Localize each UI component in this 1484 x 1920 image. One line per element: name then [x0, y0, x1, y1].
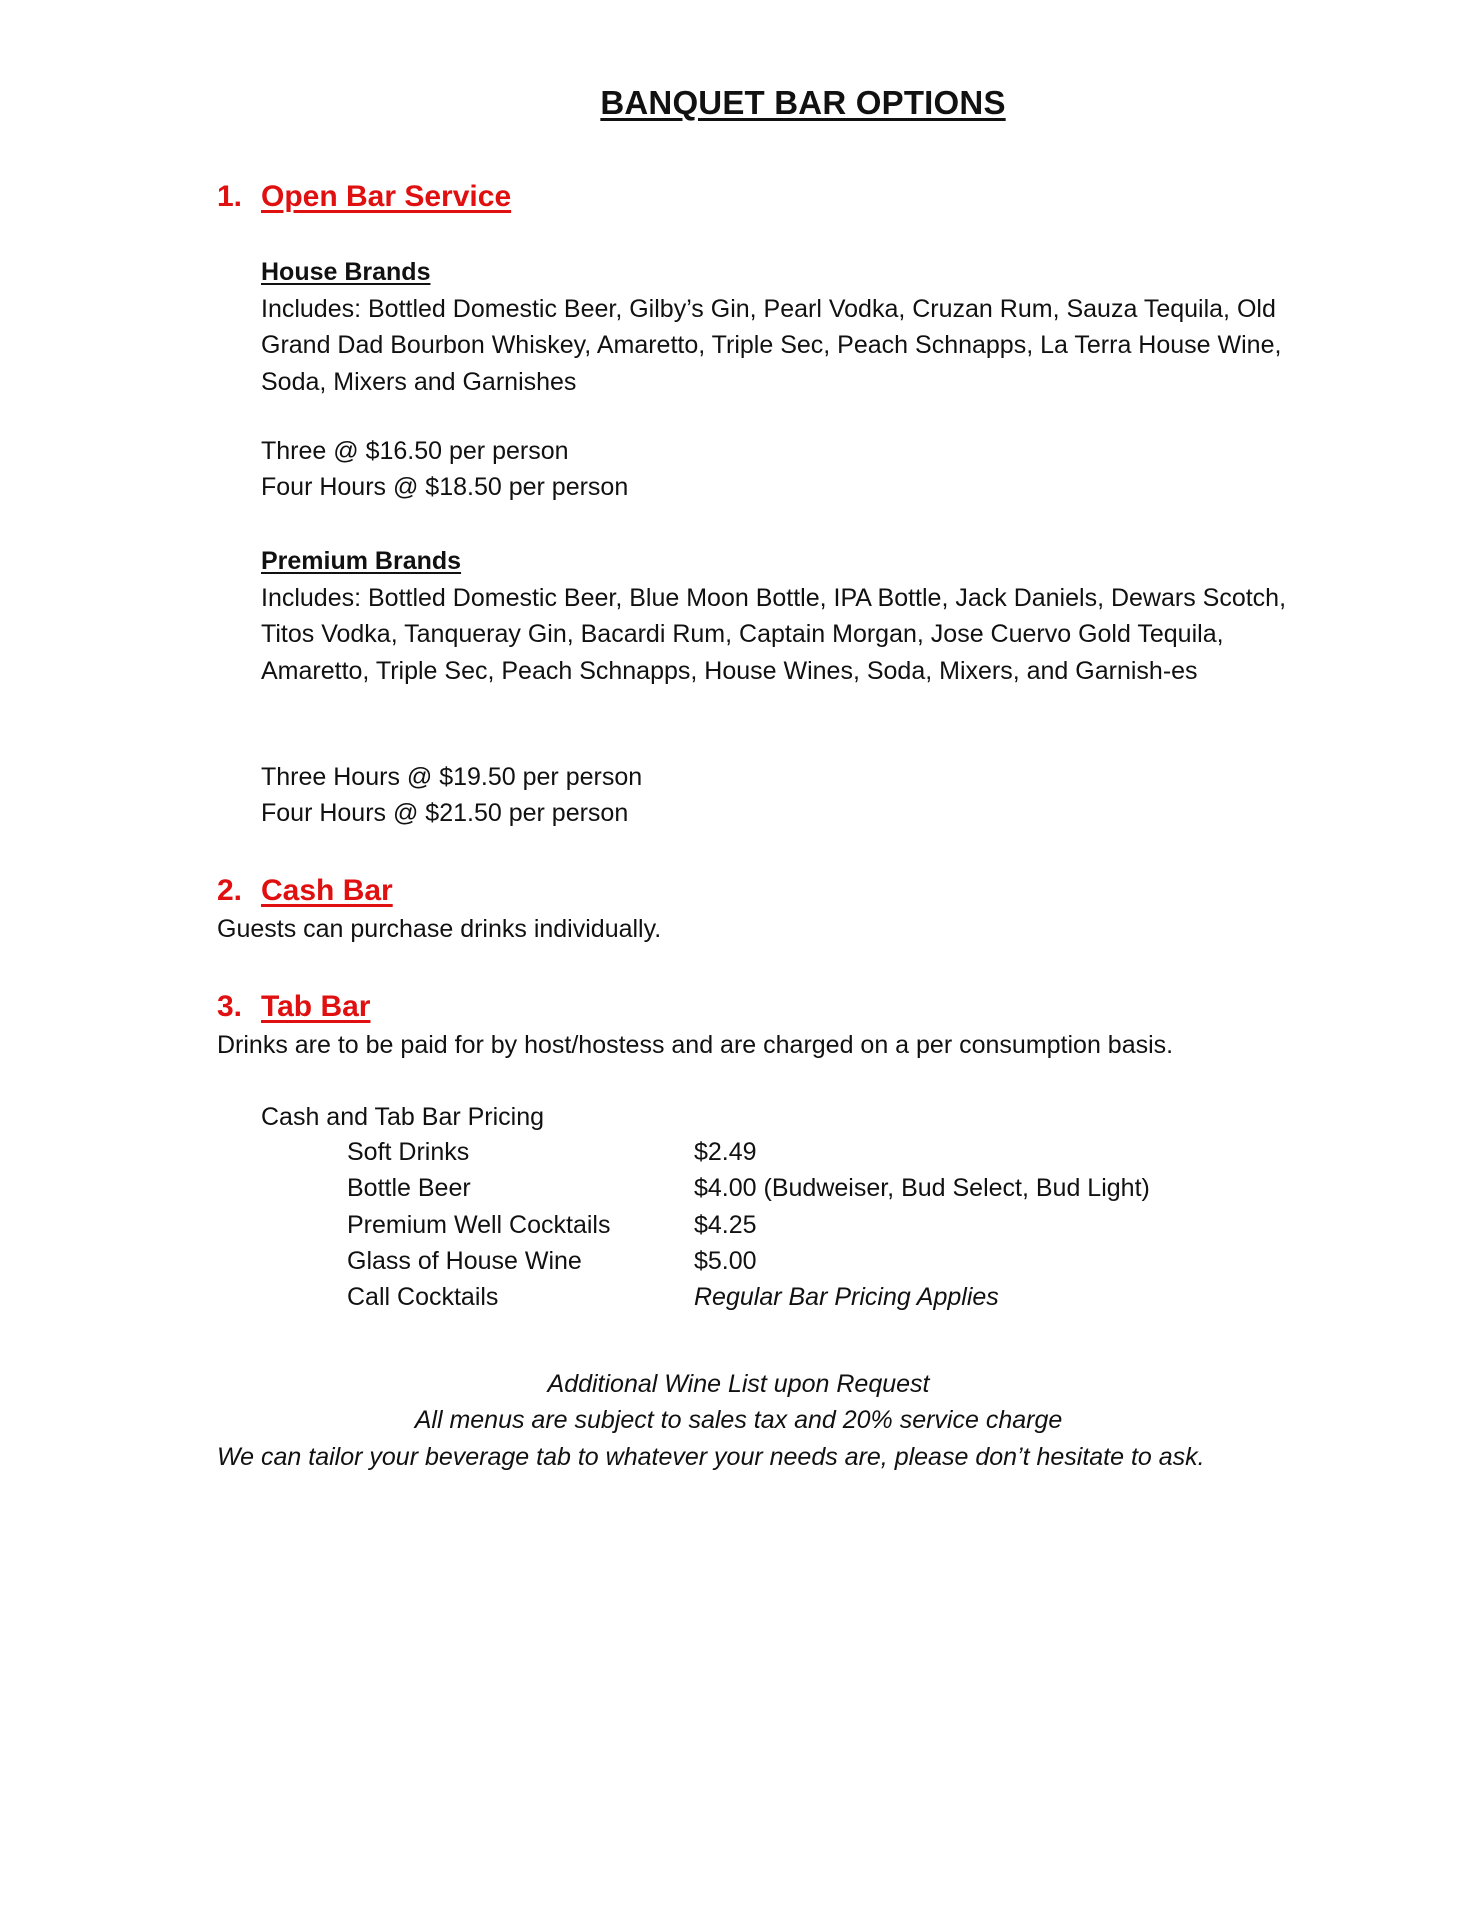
pricing-price: Regular Bar Pricing Applies — [694, 1283, 999, 1312]
pricing-item: Glass of House Wine — [347, 1246, 582, 1275]
section-heading-cash-bar — [217, 874, 393, 908]
section-number: 3. — [217, 990, 243, 1023]
pricing-item: Premium Well Cocktails — [347, 1210, 611, 1239]
premium-price-four: Four Hours @ $21.50 per person — [261, 799, 629, 827]
pricing-price: $2.49 — [694, 1138, 757, 1166]
section-label: Tab Bar — [261, 990, 371, 1023]
pricing-item: Call Cocktails — [347, 1283, 499, 1312]
premium-brands-heading: Premium Brands — [261, 547, 462, 575]
page-title: BANQUET BAR OPTIONS — [600, 84, 1006, 121]
house-price-four: Four Hours @ $18.50 per person — [261, 473, 629, 501]
section-label: Open Bar Service — [261, 180, 512, 213]
section-label: Cash Bar — [261, 874, 393, 907]
section-heading-open-bar — [217, 180, 511, 214]
house-price-three: Three @ $16.50 per person — [261, 437, 569, 465]
footer-notes — [0, 1366, 1484, 1475]
footer-tax-note: All menus are subject to sales tax and 20% service charge — [414, 1406, 1063, 1435]
pricing-price: $4.25 — [694, 1210, 757, 1239]
premium-brands-includes: Includes: Bottled Domestic Beer, Blue Moon Bottle, IPA Bottle, Jack Daniels, Dewars Scotch, Titos Vodka, Tanqueray Gin, Bacardi Rum, Captain Morgan, Jose Cuervo Gold Tequila, Amaretto, Triple Sec, Peach Schnapps, House Wines, Soda, Mixers, and Garnish-es — [261, 584, 1287, 685]
house-brands-includes: Includes: Bottled Domestic Beer, Gilby’s Gin, Pearl Vodka, Cruzan Rum, Sauza Tequila, Old Grand Dad Bourbon Whiskey, Amaretto, Triple Sec, Peach Schnapps, La Terra House Wine, Soda, Mixers and Garnishes — [261, 295, 1282, 396]
section-number: 2. — [217, 874, 243, 907]
house-brands-heading: House Brands — [261, 258, 431, 286]
cash-bar-description: Guests can purchase drinks individually. — [217, 915, 662, 943]
pricing-item: Soft Drinks — [347, 1138, 470, 1166]
pricing-heading: Cash and Tab Bar Pricing — [261, 1103, 545, 1131]
tab-bar-description: Drinks are to be paid for by host/hostess and are charged on a per consumption basis. — [217, 1031, 1174, 1059]
pricing-price: $4.00 (Budweiser, Bud Select, Bud Light) — [694, 1174, 1150, 1203]
section-heading-tab-bar — [217, 990, 370, 1024]
premium-price-three: Three Hours @ $19.50 per person — [261, 763, 643, 791]
pricing-item: Bottle Beer — [347, 1174, 471, 1203]
section-number: 1. — [217, 180, 243, 213]
pricing-price: $5.00 — [694, 1246, 757, 1275]
footer-wine-list-note: Additional Wine List upon Request — [547, 1370, 930, 1398]
footer-tailor-note: We can tailor your beverage tab to whatever your needs are, please don’t hesitate to ask. — [217, 1442, 1205, 1471]
